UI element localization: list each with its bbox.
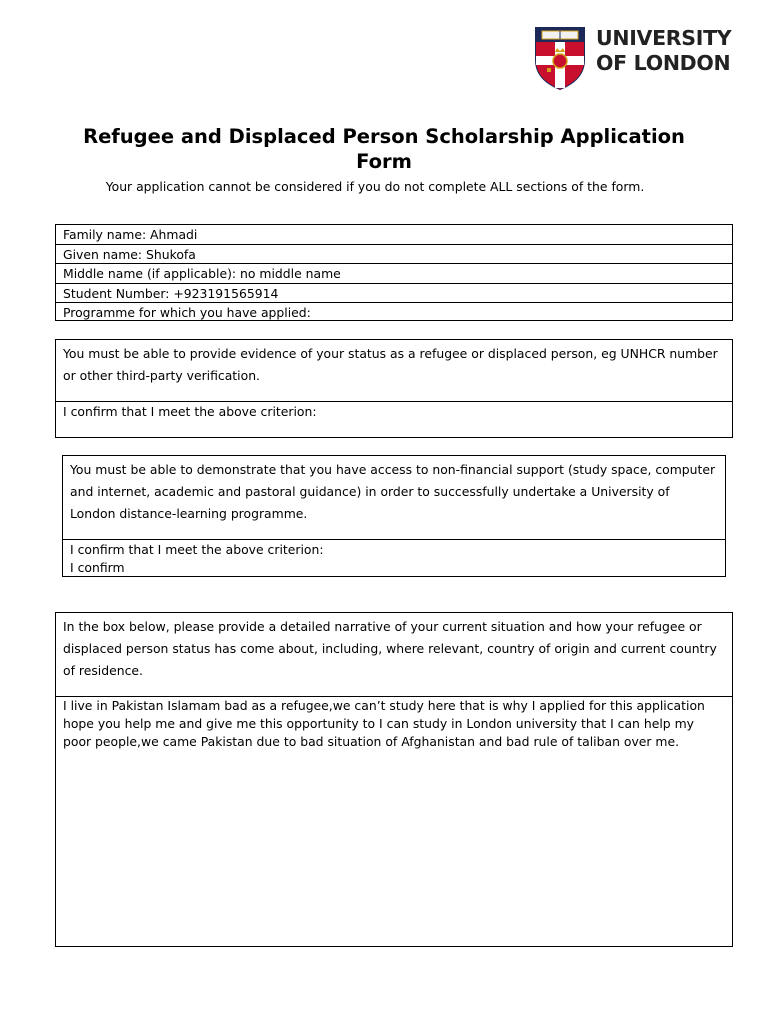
- middle-name-field[interactable]: Middle name (if applicable): no middle name: [56, 264, 732, 284]
- criterion-2-confirm-label: I confirm that I meet the above criterion:: [70, 542, 324, 557]
- narrative-box: [55, 612, 733, 947]
- criterion-1-confirm-label: I confirm that I meet the above criterion:: [63, 404, 317, 419]
- form-title-line2: Form: [356, 150, 412, 173]
- criterion-2-box: [62, 455, 726, 577]
- criterion-1-box: [55, 339, 733, 438]
- university-crest-icon: [534, 26, 586, 90]
- narrative-prompt: In the box below, please provide a detailed narrative of your current situation and how your refugee or displaced person status has come about, including, where relevant, country of origin and current country of residence.: [56, 613, 732, 697]
- criterion-2-confirm-cell[interactable]: [63, 540, 725, 577]
- university-wordmark: [596, 26, 731, 76]
- form-title: [0, 124, 768, 174]
- wordmark-line2: OF LONDON: [596, 51, 731, 75]
- personal-details-table: [55, 224, 733, 321]
- student-number-field[interactable]: Student Number: +923191565914: [56, 284, 732, 304]
- wordmark-line1: UNIVERSITY: [596, 26, 732, 50]
- criterion-2-text: You must be able to demonstrate that you have access to non-financial support (study space, computer and internet, academic and pastoral guidance) in order to successfully undertake a University of London distance-learning programme.: [63, 456, 725, 540]
- family-name-field[interactable]: Family name: Ahmadi: [56, 225, 732, 245]
- criterion-2-confirm-value[interactable]: I confirm: [70, 560, 125, 575]
- completion-notice: Your application cannot be considered if you do not complete ALL sections of the form.: [105, 179, 645, 194]
- given-name-field[interactable]: Given name: Shukofa: [56, 245, 732, 265]
- form-title-line1: Refugee and Displaced Person Scholarship Application: [83, 125, 685, 148]
- criterion-1-text: You must be able to provide evidence of your status as a refugee or displaced person, eg UNHCR number or other third-party verification.: [56, 340, 732, 402]
- university-logo: [534, 26, 734, 90]
- programme-field[interactable]: Programme for which you have applied:: [63, 305, 311, 321]
- criterion-1-confirm-cell[interactable]: [56, 402, 732, 421]
- narrative-response-field[interactable]: I live in Pakistan Islamam bad as a refugee,we can’t study here that is why I applied for this application hope you help me and give me this opportunity to I can study in London university that I can help my poor people,we came Pakistan due to bad situation of Afghanistan and bad rule of taliban over me.: [63, 698, 705, 749]
